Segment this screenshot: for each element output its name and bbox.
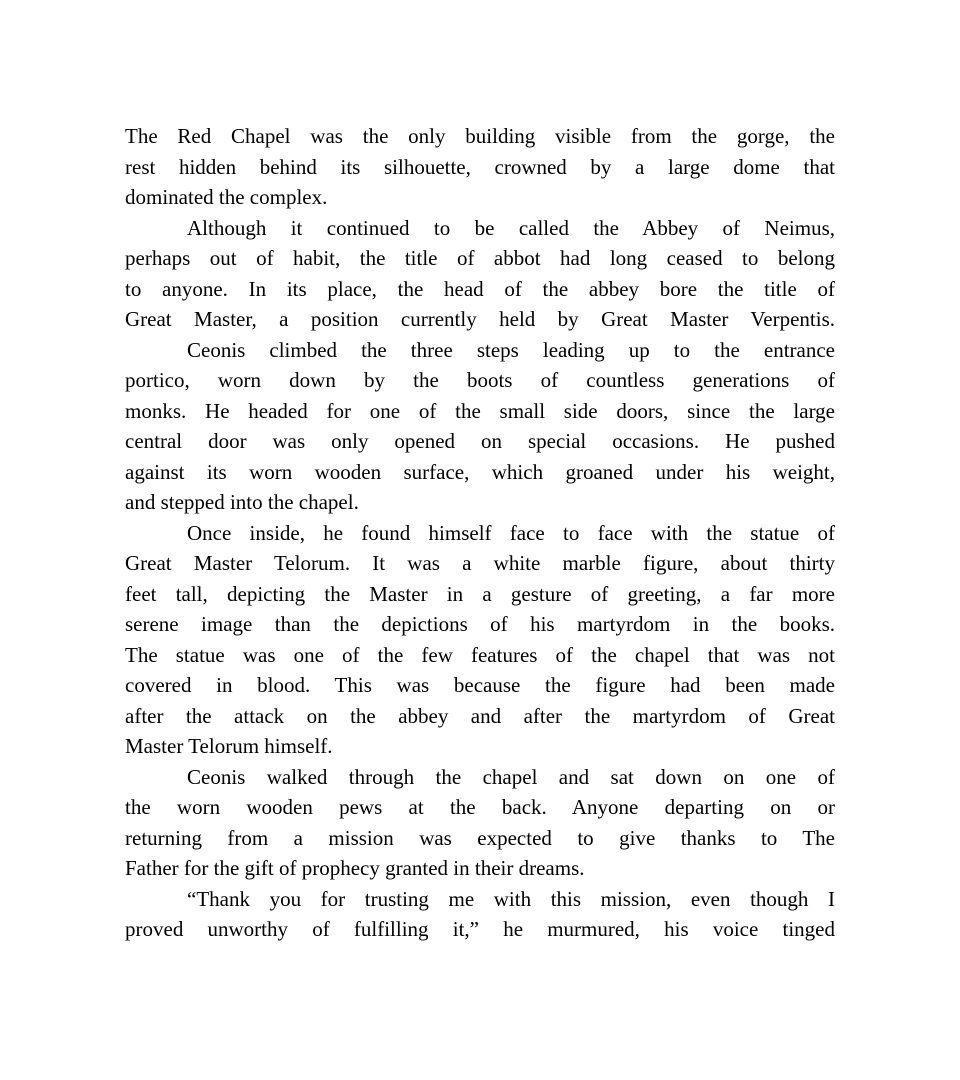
paragraph: [125, 884, 835, 945]
text-line: The Red Chapel was the only building visible from the gorge, the: [125, 124, 835, 148]
text-line: monks. He headed for one of the small side doors, since the large: [125, 398, 835, 423]
text-line: serene image than the depictions of his martyrdom in the books.: [125, 612, 835, 636]
paragraph: [125, 335, 835, 518]
paragraph: [125, 762, 835, 884]
paragraph: [125, 121, 835, 213]
text-line: “Thank you for trusting me with this mission, even though I: [187, 886, 835, 911]
text-line: Great Master Telorum. It was a white marble figure, about thirty: [125, 551, 835, 575]
text-line: Although it continued to be called the Abbey of Neimus,: [187, 215, 835, 240]
text-line: portico, worn down by the boots of countless generations of: [125, 368, 835, 392]
text-line: after the attack on the abbey and after the martyrdom of Great: [125, 703, 835, 728]
text-line: Master Telorum himself.: [125, 734, 333, 758]
text-line: dominated the complex.: [125, 185, 328, 209]
text-line: central door was only opened on special occasions. He pushed: [125, 429, 835, 453]
text-line: returning from a mission was expected to give thanks to The: [125, 825, 835, 850]
text-line: proved unworthy of fulfilling it,” he murmured, his voice tinged: [125, 917, 835, 941]
page-text: [125, 121, 835, 945]
text-line: feet tall, depicting the Master in a gesture of greeting, a far more: [125, 581, 835, 606]
text-line: rest hidden behind its silhouette, crowned by a large dome that: [125, 154, 835, 179]
text-line: the worn wooden pews at the back. Anyone departing on or: [125, 795, 835, 819]
paragraph: [125, 213, 835, 335]
text-line: against its worn wooden surface, which groaned under his weight,: [125, 459, 835, 484]
text-line: perhaps out of habit, the title of abbot had long ceased to belong: [125, 246, 835, 270]
text-line: Great Master, a position currently held by Great Master Verpentis.: [125, 307, 835, 331]
text-line: The statue was one of the few features of the chapel that was not: [125, 642, 835, 667]
text-line: and stepped into the chapel.: [125, 490, 359, 514]
text-line: Father for the gift of prophecy granted in their dreams.: [125, 856, 585, 880]
text-line: Ceonis walked through the chapel and sat down on one of: [187, 764, 835, 789]
text-line: to anyone. In its place, the head of the abbey bore the title of: [125, 276, 835, 301]
text-line: Once inside, he found himself face to face with the statue of: [187, 520, 835, 545]
paragraph: [125, 518, 835, 762]
text-line: Ceonis climbed the three steps leading up to the entrance: [187, 337, 835, 362]
text-line: covered in blood. This was because the figure had been made: [125, 673, 835, 697]
